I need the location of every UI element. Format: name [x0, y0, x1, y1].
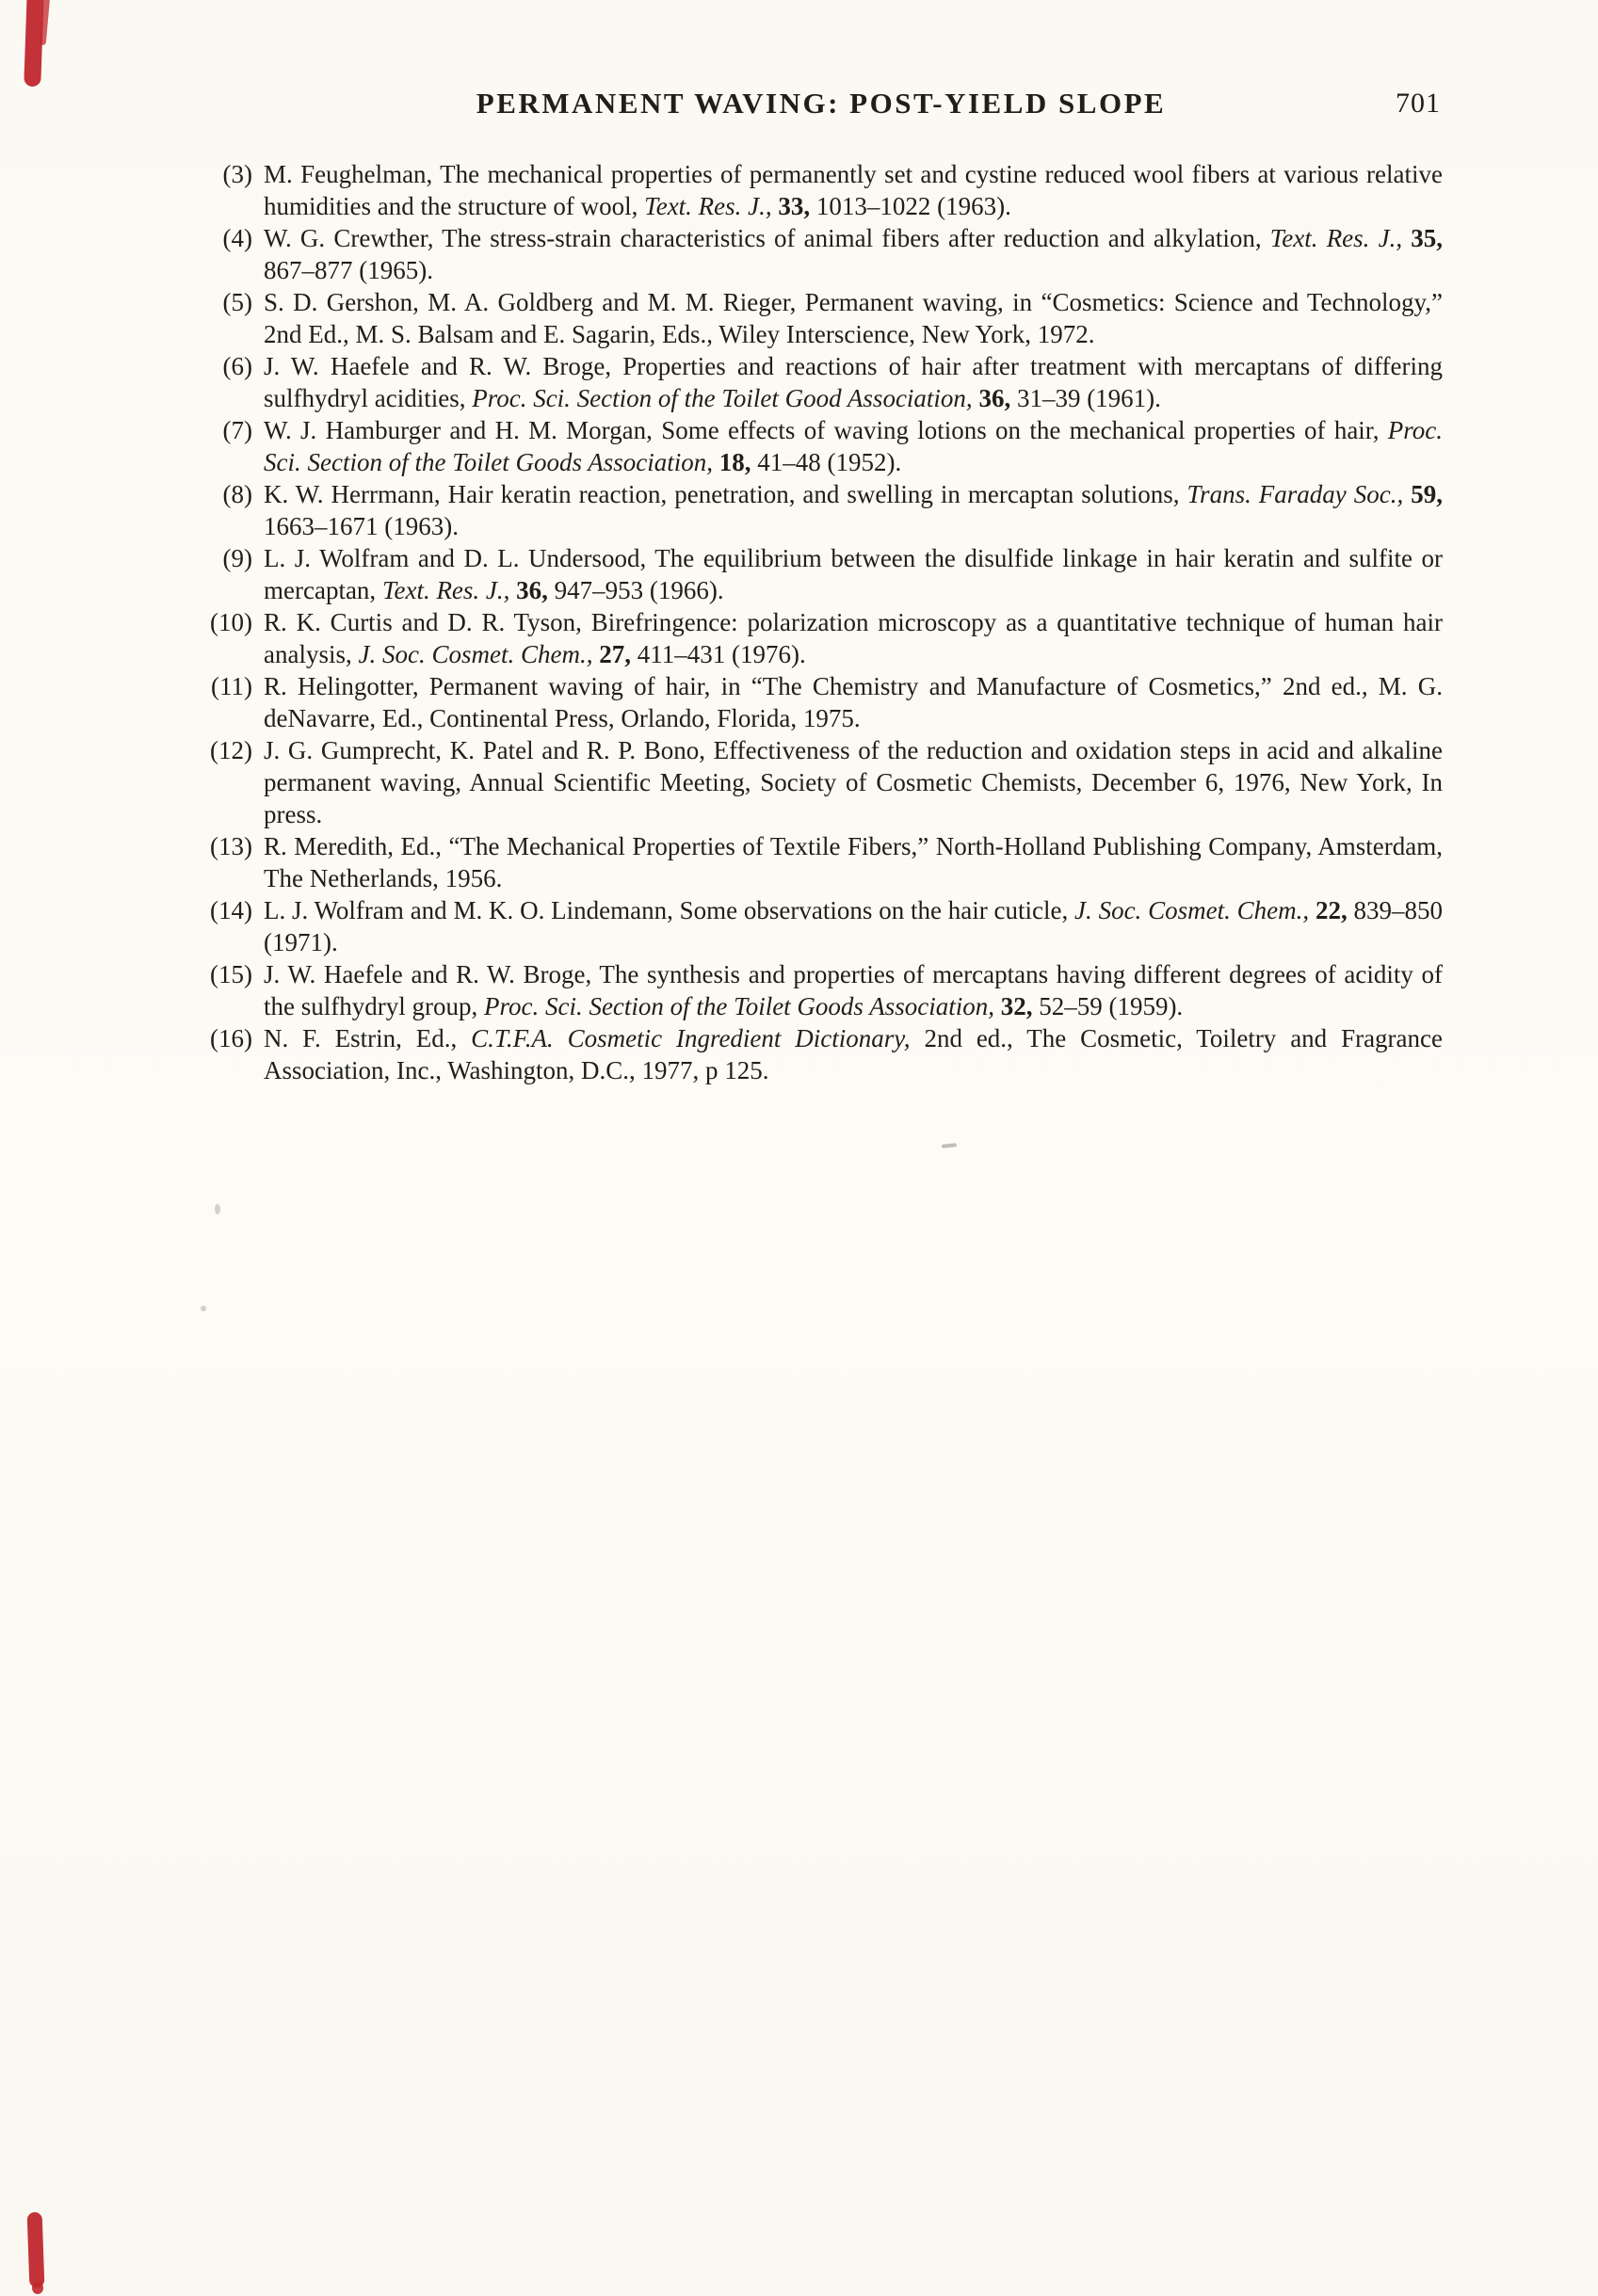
running-title: PERMANENT WAVING: POST-YIELD SLOPE [476, 87, 1167, 120]
reference-item [200, 734, 1443, 830]
reference-item [200, 1022, 1443, 1086]
reference-text-segment: 36, [978, 384, 1017, 412]
reference-text-segment: 35, [1411, 224, 1443, 252]
reference-text-segment: 411–431 (1976). [637, 640, 806, 668]
reference-number: (13) [210, 832, 252, 860]
reference-text-segment: Proc. Sci. Section of the Toilet Goods Association, [483, 992, 1001, 1020]
page-header [200, 87, 1443, 126]
reference-text-segment: L. J. Wolfram and D. L. Undersood, The equilibrium between the disulfide linkage in hair keratin and sulfite or mercaptan, [264, 544, 1443, 604]
reference-text-segment: 59, [1411, 480, 1443, 508]
reference-text-segment: 1663–1671 (1963). [264, 512, 459, 540]
reference-text-segment: 36, [516, 576, 555, 604]
scan-speck [942, 1143, 957, 1148]
reference-item [200, 542, 1443, 606]
reference-text-segment: S. D. Gershon, M. A. Goldberg and M. M. Rieger, Permanent waving, in “Cosmetics: Science and Technology,” 2nd Ed., M. S. Balsam and E. Sagarin, Eds., Wiley Interscience, New York, 1972. [264, 288, 1443, 348]
reference-item [200, 894, 1443, 958]
reference-number: (9) [222, 544, 252, 572]
reference-text-segment: 52–59 (1959). [1039, 992, 1184, 1020]
reference-text-segment: 33, [778, 192, 816, 220]
reference-number: (7) [222, 416, 252, 444]
reference-list [200, 158, 1443, 1086]
reference-text-segment: Trans. Faraday Soc., [1186, 480, 1412, 508]
reference-number: (8) [222, 480, 252, 508]
reference-text-segment: 22, [1315, 896, 1354, 924]
reference-number: (12) [210, 736, 252, 764]
reference-number: (5) [222, 288, 252, 316]
scan-speck [201, 1306, 206, 1311]
reference-item [200, 222, 1443, 286]
reference-text-segment: K. W. Herrmann, Hair keratin reaction, penetration, and swelling in mercaptan solutions, [264, 480, 1187, 508]
reference-number: (3) [222, 160, 252, 188]
reference-text-segment: J. W. Haefele and R. W. Broge, The synthesis and properties of mercaptans having different degrees of acidity of the sulfhydryl group, [264, 960, 1443, 1020]
reference-item [200, 958, 1443, 1022]
reference-text-segment: Proc. Sci. Section of the Toilet Goods Association, [264, 416, 1443, 476]
reference-item [200, 830, 1443, 894]
reference-number: (11) [211, 672, 252, 700]
reference-text-segment: 1013–1022 (1963). [815, 192, 1011, 220]
reference-text-segment: 867–877 (1965). [264, 256, 433, 284]
reference-text-segment: R. K. Curtis and D. R. Tyson, Birefringence: polarization microscopy as a quantitative technique of human hair analysis, [264, 608, 1443, 668]
reference-item [200, 606, 1443, 670]
reference-text-segment: Text. Res. J., [381, 576, 517, 604]
reference-number: (15) [210, 960, 252, 988]
reference-text-segment: 41–48 (1952). [757, 448, 902, 476]
reference-item [200, 414, 1443, 478]
reference-text-segment: 947–953 (1966). [554, 576, 724, 604]
reference-text-segment: 18, [718, 448, 758, 476]
reference-text-segment: J. W. Haefele and R. W. Broge, Properties and reactions of hair after treatment with mercaptans of differing sulfhydryl acidities, [264, 352, 1443, 412]
reference-text-segment: J. Soc. Cosmet. Chem., [358, 640, 600, 668]
reference-text-segment: J. Soc. Cosmet. Chem., [1074, 896, 1316, 924]
scan-speck [215, 1204, 220, 1214]
reference-number: (16) [210, 1024, 252, 1052]
reference-item [200, 478, 1443, 542]
reference-text-segment: N. F. Estrin, Ed., [264, 1024, 472, 1052]
reference-item [200, 158, 1443, 222]
reference-text-segment: 2nd ed., The Cosmetic, Toiletry and Fragrance Association, Inc., Washington, D.C., 1977, p 125. [264, 1024, 1444, 1084]
reference-item [200, 670, 1443, 734]
reference-text-segment: W. G. Crewther, The stress-strain characteristics of animal fibers after reduction and alkylation, [264, 224, 1270, 252]
reference-number: (14) [210, 896, 252, 924]
red-ink-mark-bottom [27, 2212, 45, 2288]
red-ink-mark-bottom-dot [32, 2282, 43, 2294]
reference-number: (6) [222, 352, 252, 380]
reference-text-segment: W. J. Hamburger and H. M. Morgan, Some effects of waving lotions on the mechanical properties of hair, [264, 416, 1388, 444]
reference-text-segment: R. Meredith, Ed., “The Mechanical Properties of Textile Fibers,” North-Holland Publishing Company, Amsterdam, The Netherlands, 1956. [264, 832, 1443, 892]
page-number: 701 [1396, 88, 1441, 119]
reference-item [200, 286, 1443, 350]
reference-text-segment: C.T.F.A. Cosmetic Ingredient Dictionary, [471, 1024, 925, 1052]
reference-text-segment: Proc. Sci. Section of the Toilet Good Association, [472, 384, 979, 412]
reference-text-segment: L. J. Wolfram and M. K. O. Lindemann, Some observations on the hair cuticle, [264, 896, 1075, 924]
reference-text-segment: 27, [599, 640, 638, 668]
reference-text-segment: Text. Res. J., [644, 192, 779, 220]
reference-text-segment: Text. Res. J., [1269, 224, 1412, 252]
reference-text-segment: 839–850 (1971). [264, 896, 1443, 956]
reference-text-segment: 32, [1000, 992, 1040, 1020]
reference-text-segment: R. Helingotter, Permanent waving of hair, in “The Chemistry and Manufacture of Cosmetics,” 2nd ed., M. G. deNavarre, Ed., Continental Press, Orlando, Florida, 1975. [264, 672, 1443, 732]
reference-text-segment: J. G. Gumprecht, K. Patel and R. P. Bono, Effectiveness of the reduction and oxidation steps in acid and alkaline permanent waving, Annual Scientific Meeting, Society of Cosmetic Chemists, December 6, 1976, New York, In press. [264, 736, 1443, 828]
reference-number: (4) [222, 224, 252, 252]
reference-text-segment: 31–39 (1961). [1016, 384, 1161, 412]
reference-text-segment: M. Feughelman, The mechanical properties of permanently set and cystine reduced wool fibers at various relative humidities and the structure of wool, [264, 160, 1443, 220]
reference-number: (10) [210, 608, 252, 636]
reference-item [200, 350, 1443, 414]
